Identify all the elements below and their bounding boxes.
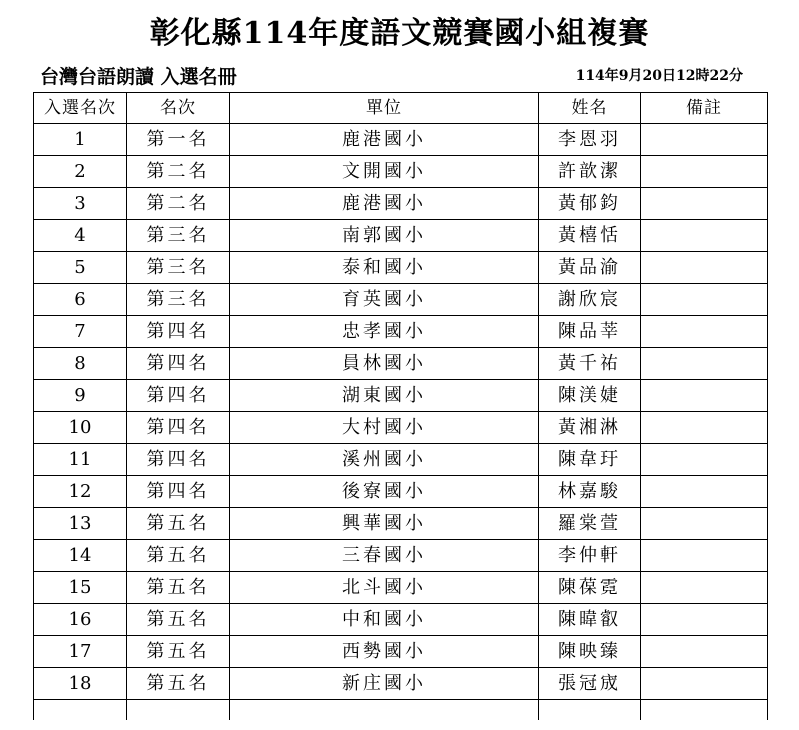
selection-order-cell: 14 — [34, 540, 127, 572]
school-cell: 北斗國小 — [230, 572, 539, 604]
table-row — [34, 348, 768, 380]
school-cell: 泰和國小 — [230, 252, 539, 284]
table-row — [34, 124, 768, 156]
header-row — [34, 93, 768, 124]
school-cell: 西勢國小 — [230, 636, 539, 668]
selection-order-cell: 7 — [34, 316, 127, 348]
rank-cell: 第三名 — [127, 252, 230, 284]
note-cell — [641, 604, 768, 636]
school-cell: 三春國小 — [230, 540, 539, 572]
selection-order-cell: 3 — [34, 188, 127, 220]
school-cell: 大村國小 — [230, 412, 539, 444]
name-cell: 黃郁鈞 — [539, 188, 641, 220]
school-cell: 後寮國小 — [230, 476, 539, 508]
selection-order-cell: 18 — [34, 668, 127, 700]
empty-cell — [230, 700, 539, 721]
rank-cell: 第三名 — [127, 284, 230, 316]
note-cell — [641, 124, 768, 156]
rank-cell: 第五名 — [127, 540, 230, 572]
selection-order-cell: 10 — [34, 412, 127, 444]
name-cell: 李仲軒 — [539, 540, 641, 572]
school-cell: 育英國小 — [230, 284, 539, 316]
name-cell: 黃湘淋 — [539, 412, 641, 444]
header-name: 姓名 — [539, 93, 641, 124]
empty-cell — [539, 700, 641, 721]
roster-body — [34, 124, 768, 721]
selection-order-cell: 1 — [34, 124, 127, 156]
school-cell: 興華國小 — [230, 508, 539, 540]
selection-order-cell: 6 — [34, 284, 127, 316]
empty-cell — [127, 700, 230, 721]
note-cell — [641, 316, 768, 348]
note-cell — [641, 252, 768, 284]
rank-cell: 第四名 — [127, 348, 230, 380]
rank-cell: 第四名 — [127, 476, 230, 508]
rank-cell: 第四名 — [127, 380, 230, 412]
table-row — [34, 220, 768, 252]
rank-cell: 第二名 — [127, 156, 230, 188]
table-row — [34, 540, 768, 572]
rank-cell: 第五名 — [127, 604, 230, 636]
document-title: 彰化縣114年度語文競賽國小組複賽 — [149, 16, 650, 51]
note-cell — [641, 668, 768, 700]
name-cell: 謝欣宸 — [539, 284, 641, 316]
note-cell — [641, 572, 768, 604]
empty-cell — [34, 700, 127, 721]
name-cell: 陳葆霓 — [539, 572, 641, 604]
table-row — [34, 668, 768, 700]
school-cell: 溪州國小 — [230, 444, 539, 476]
school-cell: 南郭國小 — [230, 220, 539, 252]
table-row — [34, 284, 768, 316]
table-row — [34, 252, 768, 284]
selection-order-cell: 5 — [34, 252, 127, 284]
school-cell: 文開國小 — [230, 156, 539, 188]
note-cell — [641, 188, 768, 220]
school-cell: 新庄國小 — [230, 668, 539, 700]
name-cell: 黃品渝 — [539, 252, 641, 284]
rank-cell: 第五名 — [127, 636, 230, 668]
rank-cell: 第五名 — [127, 572, 230, 604]
table-row — [34, 508, 768, 540]
name-cell: 黃千祐 — [539, 348, 641, 380]
document-subtitle: 台灣台語朗讀 入選名冊 — [40, 66, 237, 88]
rank-cell: 第三名 — [127, 220, 230, 252]
table-row — [34, 476, 768, 508]
name-cell: 張冠宬 — [539, 668, 641, 700]
table-row — [34, 156, 768, 188]
table-row — [34, 604, 768, 636]
school-cell: 忠孝國小 — [230, 316, 539, 348]
note-cell — [641, 220, 768, 252]
rank-cell: 第二名 — [127, 188, 230, 220]
header-school: 單位 — [230, 93, 539, 124]
school-cell: 鹿港國小 — [230, 188, 539, 220]
name-cell: 羅棠萱 — [539, 508, 641, 540]
note-cell — [641, 540, 768, 572]
school-cell: 員林國小 — [230, 348, 539, 380]
name-cell: 黃橲恬 — [539, 220, 641, 252]
header-selection-order: 入選名次 — [34, 93, 127, 124]
note-cell — [641, 156, 768, 188]
table-row — [34, 316, 768, 348]
note-cell — [641, 508, 768, 540]
selection-order-cell: 16 — [34, 604, 127, 636]
note-cell — [641, 380, 768, 412]
rank-cell: 第五名 — [127, 508, 230, 540]
roster-table — [33, 92, 768, 720]
header-note: 備註 — [641, 93, 768, 124]
table-row — [34, 412, 768, 444]
school-cell: 鹿港國小 — [230, 124, 539, 156]
rank-cell: 第四名 — [127, 412, 230, 444]
name-cell: 陳映臻 — [539, 636, 641, 668]
rank-cell: 第四名 — [127, 444, 230, 476]
note-cell — [641, 636, 768, 668]
table-row — [34, 444, 768, 476]
table-row — [34, 380, 768, 412]
selection-order-cell: 17 — [34, 636, 127, 668]
table-row-empty — [34, 700, 768, 721]
note-cell — [641, 444, 768, 476]
table-row — [34, 572, 768, 604]
selection-order-cell: 11 — [34, 444, 127, 476]
empty-cell — [641, 700, 768, 721]
header-rank: 名次 — [127, 93, 230, 124]
name-cell: 陳品莘 — [539, 316, 641, 348]
document-timestamp: 114年9月20日12時22分 — [575, 68, 743, 84]
name-cell: 林嘉駿 — [539, 476, 641, 508]
selection-order-cell: 2 — [34, 156, 127, 188]
school-cell: 湖東國小 — [230, 380, 539, 412]
rank-cell: 第一名 — [127, 124, 230, 156]
rank-cell: 第五名 — [127, 668, 230, 700]
school-cell: 中和國小 — [230, 604, 539, 636]
name-cell: 許歆潔 — [539, 156, 641, 188]
rank-cell: 第四名 — [127, 316, 230, 348]
selection-order-cell: 13 — [34, 508, 127, 540]
selection-order-cell: 12 — [34, 476, 127, 508]
note-cell — [641, 284, 768, 316]
name-cell: 陳暐叡 — [539, 604, 641, 636]
table-row — [34, 636, 768, 668]
selection-order-cell: 9 — [34, 380, 127, 412]
note-cell — [641, 348, 768, 380]
note-cell — [641, 412, 768, 444]
selection-order-cell: 15 — [34, 572, 127, 604]
table-row — [34, 188, 768, 220]
selection-order-cell: 8 — [34, 348, 127, 380]
selection-order-cell: 4 — [34, 220, 127, 252]
name-cell: 陳渼婕 — [539, 380, 641, 412]
name-cell: 李恩羽 — [539, 124, 641, 156]
name-cell: 陳韋玗 — [539, 444, 641, 476]
note-cell — [641, 476, 768, 508]
